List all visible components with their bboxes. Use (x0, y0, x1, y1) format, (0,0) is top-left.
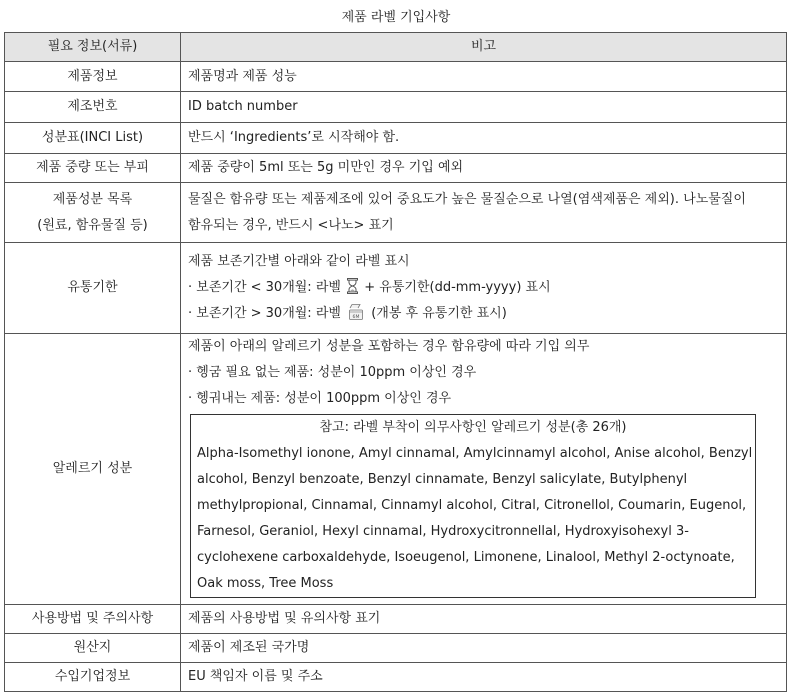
table-header-row (5, 33, 787, 62)
hourglass-icon (347, 278, 358, 294)
row-content-importer: EU 책임자 이름 및 주소 (181, 663, 787, 692)
allergen-list-line: Oak moss, Tree Moss (197, 576, 334, 591)
row-content-component-list (181, 183, 787, 243)
table-row (5, 123, 787, 154)
table-row (5, 334, 787, 605)
expiry-item-short-suffix: + 유통기한(dd-mm-yyyy) 표시 (364, 280, 551, 295)
row-content-usage: 제품의 사용방법 및 유의사항 표기 (181, 605, 787, 634)
content-line: 함유되는 경우, 반드시 <나노> 표기 (188, 217, 394, 233)
row-label-importer: 수입기업정보 (5, 663, 181, 692)
row-label-expiry: 유통기한 (5, 243, 181, 334)
table-row (5, 183, 787, 243)
allergen-list-line: Farnesol, Geraniol, Hexyl cinnamal, Hydroxycitronnellal, Hydroxyisohexyl 3- (197, 524, 689, 539)
label-line: (원료, 함유물질 등) (37, 217, 148, 233)
row-content-weight: 제품 중량이 5ml 또는 5g 미만인 경우 기입 예외 (181, 154, 787, 183)
expiry-item-long-suffix: (개봉 후 유통기한 표시) (371, 306, 507, 321)
allergen-list-line: cyclohexene carboxaldehyde, Isoeugenol, Limonene, Linalool, Methyl 2-octynoate, (197, 550, 735, 565)
row-content-allergens (181, 334, 787, 605)
label-requirements-table (4, 32, 787, 692)
column-header-required-info: 필요 정보(서류) (5, 33, 181, 62)
allergen-reference-box (190, 414, 756, 598)
row-label-weight: 제품 중량 또는 부피 (5, 154, 181, 183)
allergen-list-line: methylpropional, Cinnamal, Cinnamyl alcohol, Citral, Citronellol, Coumarin, Eugenol, (197, 498, 747, 513)
document-caption: 제품 라벨 기입사항 (341, 10, 451, 25)
svg-text:6M: 6M (352, 314, 360, 320)
table-row (5, 92, 787, 123)
row-content-ingredients: 반드시 ‘Ingredients’로 시작해야 함. (181, 123, 787, 154)
table-row (5, 663, 787, 692)
open-jar-icon (347, 303, 365, 321)
row-label-ingredients: 성분표(INCI List) (5, 123, 181, 154)
row-label-usage: 사용방법 및 주의사항 (5, 605, 181, 634)
table-row (5, 243, 787, 334)
expiry-item-long-text: · 보존기간 > 30개월: 라벨 (188, 306, 341, 321)
allergen-list-line: alcohol, Benzyl benzoate, Benzyl cinnamate, Benzyl salicylate, Butylphenyl (197, 472, 688, 487)
expiry-intro: 제품 보존기간별 아래와 같이 라벨 표시 (188, 254, 410, 269)
allergen-item-rinse-off: · 헹궈내는 제품: 성분이 100ppm 이상인 경우 (188, 391, 452, 406)
label-line: 제품성분 목록 (52, 191, 133, 207)
row-content-origin: 제품이 제조된 국가명 (181, 634, 787, 663)
allergen-intro: 제품이 아래의 알레르기 성분을 포함하는 경우 함유량에 따라 기입 의무 (188, 339, 590, 354)
row-label-allergens: 알레르기 성분 (5, 334, 181, 605)
row-label-product-info: 제품정보 (5, 62, 181, 92)
row-label-batch: 제조번호 (5, 92, 181, 123)
table-row (5, 154, 787, 183)
table-row (5, 62, 787, 92)
table-row (5, 605, 787, 634)
row-label-origin: 원산지 (5, 634, 181, 663)
row-content-expiry (181, 243, 787, 334)
row-content-product-info: 제품명과 제품 성능 (181, 62, 787, 92)
reference-box-title: 참고: 라벨 부착이 의무사항인 알레르기 성분(총 26개) (319, 420, 627, 435)
table-row (5, 634, 787, 663)
column-header-remarks: 비고 (181, 33, 787, 62)
content-line: 물질은 함유량 또는 제품제조에 있어 중요도가 높은 물질순으로 나열(염색제품은 제외). 나노물질이 (188, 191, 746, 207)
allergen-list-line: Alpha-Isomethyl ionone, Amyl cinnamal, Amylcinnamyl alcohol, Anise alcohol, Benzyl (197, 446, 753, 461)
row-label-component-list (5, 183, 181, 243)
row-content-batch: ID batch number (181, 92, 787, 123)
expiry-item-short-text: · 보존기간 < 30개월: 라벨 (188, 280, 341, 295)
allergen-item-leave-on: · 헹굼 필요 없는 제품: 성분이 10ppm 이상인 경우 (188, 365, 477, 380)
expiry-item-long (188, 301, 779, 327)
expiry-item-short (188, 275, 779, 301)
